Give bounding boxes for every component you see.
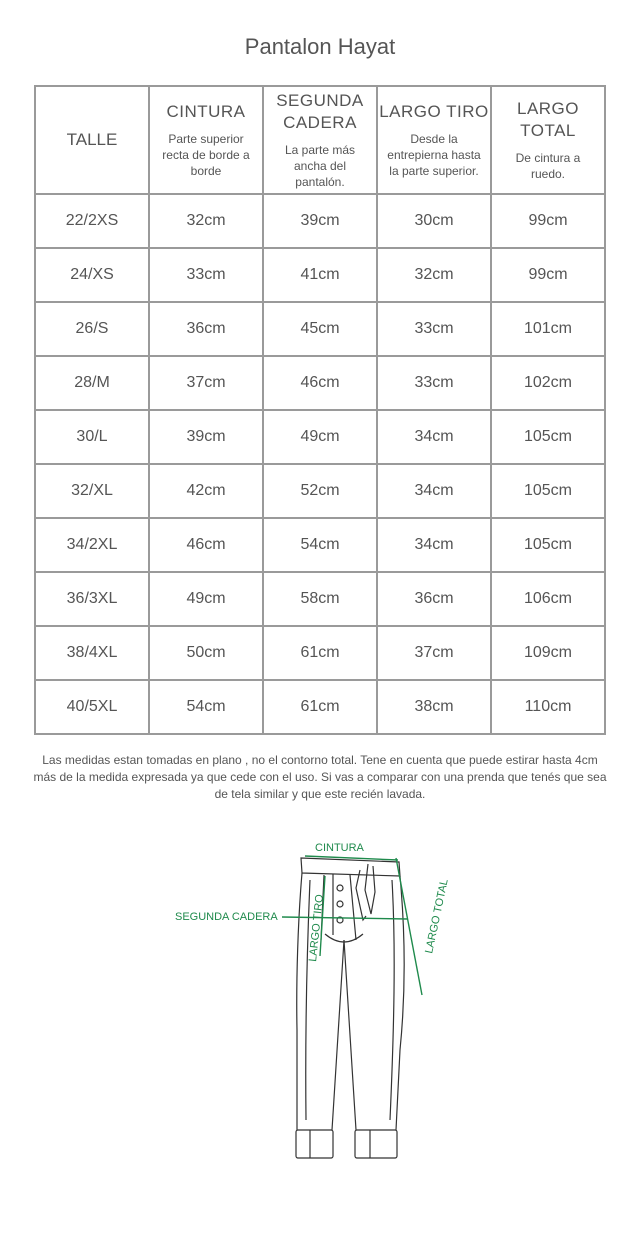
cell-total: 99cm: [491, 194, 605, 248]
cell-tiro: 33cm: [377, 356, 491, 410]
header-total-label: LARGO TOTAL: [516, 99, 580, 140]
cell-total: 106cm: [491, 572, 605, 626]
cell-cintura: 37cm: [149, 356, 263, 410]
cell-cadera: 54cm: [263, 518, 377, 572]
table-row: [35, 572, 605, 626]
cell-cadera: 61cm: [263, 626, 377, 680]
cell-tiro: 30cm: [377, 194, 491, 248]
label-largo-tiro: LARGO TIRO: [307, 893, 327, 963]
cell-cintura: 46cm: [149, 518, 263, 572]
cell-tiro: 32cm: [377, 248, 491, 302]
cell-cintura: 42cm: [149, 464, 263, 518]
header-cadera: [263, 86, 377, 194]
cell-talle: 22/2XS: [35, 194, 149, 248]
table-row: [35, 626, 605, 680]
label-segunda-cadera: SEGUNDA CADERA: [175, 911, 278, 923]
cell-cadera: 61cm: [263, 680, 377, 734]
cell-total: 105cm: [491, 518, 605, 572]
cadera-line: [282, 917, 408, 919]
cell-tiro: 34cm: [377, 464, 491, 518]
size-chart-table: [34, 85, 606, 735]
table-row: [35, 248, 605, 302]
cell-talle: 24/XS: [35, 248, 149, 302]
cell-tiro: 34cm: [377, 518, 491, 572]
label-largo-total: LARGO TOTAL: [423, 877, 451, 955]
table-header-row: [35, 86, 605, 194]
header-tiro-label: LARGO TIRO: [379, 102, 489, 121]
cell-cintura: 36cm: [149, 302, 263, 356]
cell-total: 105cm: [491, 464, 605, 518]
header-cintura-desc: Parte superior recta de borde a borde: [162, 132, 250, 178]
header-tiro: [377, 86, 491, 194]
cell-total: 110cm: [491, 680, 605, 734]
cell-talle: 40/5XL: [35, 680, 149, 734]
total-line: [396, 858, 422, 995]
cell-tiro: 38cm: [377, 680, 491, 734]
header-talle: [35, 86, 149, 194]
header-cintura: [149, 86, 263, 194]
header-cintura-label: CINTURA: [166, 102, 246, 121]
table-row: [35, 518, 605, 572]
cell-total: 99cm: [491, 248, 605, 302]
cell-talle: 38/4XL: [35, 626, 149, 680]
cell-cintura: 39cm: [149, 410, 263, 464]
cell-cadera: 49cm: [263, 410, 377, 464]
header-cadera-label: SEGUNDA CADERA: [276, 91, 364, 132]
table-row: [35, 302, 605, 356]
cell-cintura: 32cm: [149, 194, 263, 248]
cell-cadera: 41cm: [263, 248, 377, 302]
cell-talle: 36/3XL: [35, 572, 149, 626]
table-row: [35, 464, 605, 518]
cell-total: 102cm: [491, 356, 605, 410]
cell-total: 101cm: [491, 302, 605, 356]
table-row: [35, 194, 605, 248]
cell-cadera: 58cm: [263, 572, 377, 626]
cell-cintura: 49cm: [149, 572, 263, 626]
cell-tiro: 34cm: [377, 410, 491, 464]
cell-cadera: 39cm: [263, 194, 377, 248]
cell-talle: 26/S: [35, 302, 149, 356]
cell-cadera: 46cm: [263, 356, 377, 410]
cell-tiro: 33cm: [377, 302, 491, 356]
header-cadera-desc: La parte más ancha del pantalón.: [284, 143, 356, 189]
header-tiro-desc: Desde la entrepierna hasta la parte superior.: [387, 132, 481, 178]
cell-cadera: 45cm: [263, 302, 377, 356]
measure-lines: [282, 856, 422, 995]
cintura-line: [305, 856, 398, 860]
cell-cadera: 52cm: [263, 464, 377, 518]
cell-talle: 28/M: [35, 356, 149, 410]
cell-cintura: 50cm: [149, 626, 263, 680]
header-total: [491, 86, 605, 194]
header-total-desc: De cintura a ruedo.: [515, 151, 581, 181]
pants-diagram: [160, 830, 460, 1170]
header-talle-label: TALLE: [66, 130, 118, 149]
measurement-note: Las medidas estan tomadas en plano , no el contorno total. Tene en cuenta que puede estirar hasta 4cm más de la medida expresada ya que cede con el uso. Si vas a comparar con una prenda que tenés que sea de tela similar y que este recién lavada.: [33, 753, 607, 801]
cell-total: 105cm: [491, 410, 605, 464]
cell-talle: 34/2XL: [35, 518, 149, 572]
table-row: [35, 356, 605, 410]
cell-cintura: 33cm: [149, 248, 263, 302]
table-row: [35, 410, 605, 464]
cell-tiro: 37cm: [377, 626, 491, 680]
label-cintura: CINTURA: [315, 842, 364, 854]
cell-tiro: 36cm: [377, 572, 491, 626]
page-title: Pantalon Hayat: [244, 34, 396, 59]
table-row: [35, 680, 605, 734]
cell-total: 109cm: [491, 626, 605, 680]
cell-talle: 30/L: [35, 410, 149, 464]
cell-talle: 32/XL: [35, 464, 149, 518]
cell-cintura: 54cm: [149, 680, 263, 734]
